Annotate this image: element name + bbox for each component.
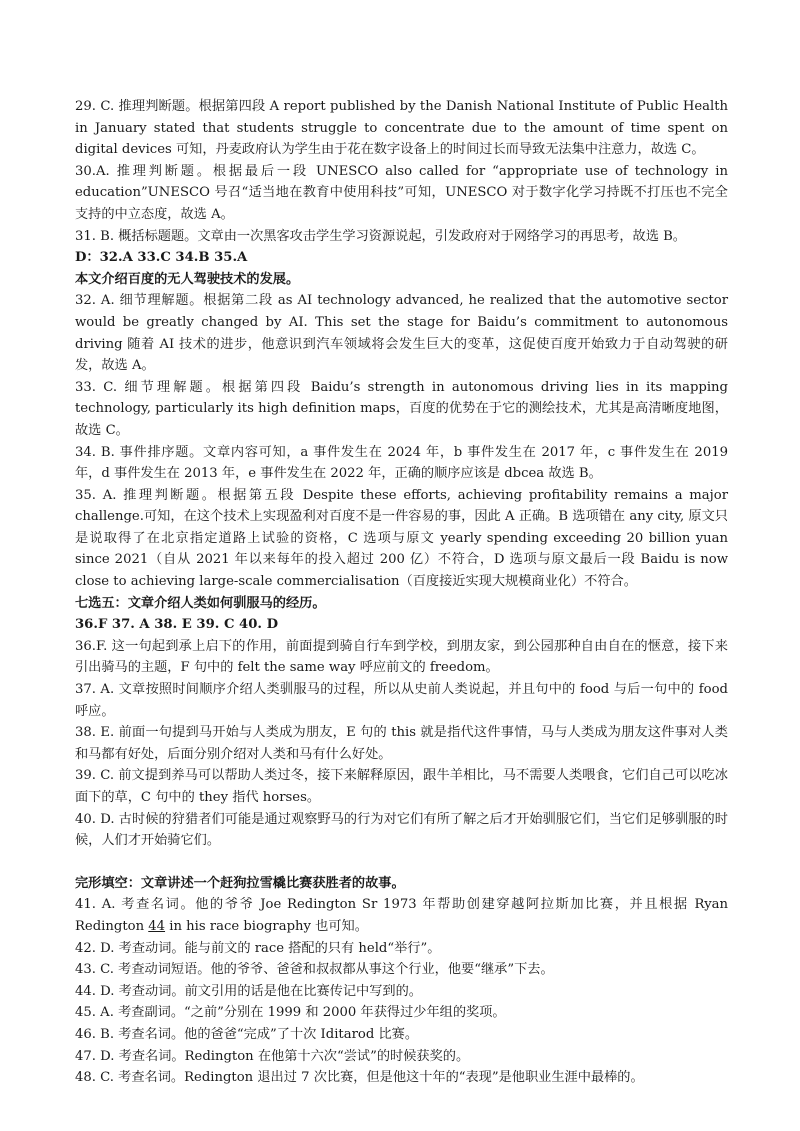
answer-47: 47. D. 考查名词。Redington 在他第十六次“尝试”的时候获奖的。 <box>75 1048 470 1064</box>
answer-37: 37. A. 文章按照时间顺序介绍人类驯服马的过程，所以从史前人类说起，并且句中的 food 与后一句中的 food 呼应。 <box>75 682 728 719</box>
answer-31: 31. B. 概括标题题。文章由一次黑客攻击学生学习资源说起，引发政府对于网络学习的再思考，故选 B。 <box>75 228 686 244</box>
answer-32: 32. A. 细节理解题。根据第二段 as AI technology advanced, he realized that the automotive sector would be greatly changed by AI. This set the stage for Baidu’s commitment to autonomous driving 随着 AI 技术的进步，他意识到汽车领域将会发生巨大的变革，这促使百度开始致力于自动驾驶的研发，故选 A。 <box>75 293 728 374</box>
answer-35: 35. A. 推理判断题。根据第五段 Despite these efforts, achieving profitability remains a major challenge.可知，在这个技术上实现盈利对百度不是一件容易的事，因此 A 正确。B 选项错在 any city, 原文只是说取得了在北京指定道路上试验的资格，C 选项与原文 yearly spending exceeding 20 billion yuan since 2021（自从 2021 年以来每年的投入超过 200 亿）不符合，D 选项与原文最后一段 Baidu is now close to achieving large-scale commercialisation（百度接近实现大规模商业化）不符合。 <box>75 487 728 590</box>
seven-choose-five-answers: 36.F 37. A 38. E 39. C 40. D <box>75 617 279 633</box>
answer-44: 44. D. 考查动词。前文引用的话是他在比赛传记中写到的。 <box>75 983 422 999</box>
answer-46: 46. B. 考查名词。他的爸爸“完成”了十次 Iditarod 比赛。 <box>75 1026 419 1042</box>
section-d-answers: D：32.A 33.C 34.B 35.A <box>75 250 248 266</box>
cloze-intro: 完形填空：文章讲述一个赶狗拉雪橇比赛获胜者的故事。 <box>75 875 405 891</box>
seven-choose-five-intro: 七选五：文章介绍人类如何驯服马的经历。 <box>75 595 326 611</box>
answer-36: 36.F. 这一句起到承上启下的作用，前面提到骑自行车到学校，到朋友家，到公园那种自由自在的惬意，接下来引出骑马的主题，F 句中的 felt the same way 呼应前文的 freedom。 <box>75 638 728 676</box>
answer-33: 33. C. 细节理解题。根据第四段 Baidu’s strength in autonomous driving lies in its mapping technology, particularly its high definition maps，百度的优势在于它的测绘技术，尤其是高清晰度地图，故选 C。 <box>75 379 728 438</box>
answer-48: 48. C. 考查名词。Redington 退出过 7 次比赛，但是他这十年的“表现”是他职业生涯中最棒的。 <box>75 1070 644 1086</box>
answer-41 <box>75 894 728 937</box>
answer-40: 40. D. 古时候的狩猎者们可能是通过观察野马的行为对它们有所了解之后才开始驯服它们，当它们足够驯服的时候，人们才开始骑它们。 <box>75 811 728 849</box>
answer-41-text: 41. A. 考查名词。他的爷爷 Joe Redington Sr 1973 年帮助创建穿越阿拉斯加比赛，并且根据 Ryan Redington <box>75 897 728 934</box>
answer-30: 30.A. 推理判断题。根据最后一段 UNESCO also called for “appropriate use of technology in education”UNESCO 号召“适当地在教育中使用科技”可知，UNESCO 对于数字化学习持既不打压也不完全支持的中立态度，故选 A。 <box>75 163 728 222</box>
answer-43: 43. C. 考查动词短语。他的爷爷、爸爸和叔叔都从事这个行业，他要“继承”下去。 <box>75 962 554 978</box>
answer-29: 29. C. 推理判断题。根据第四段 A report published by the Danish National Institute of Public Health in January stated that students struggle to concentrate due to the amount of time spent on digital devices 可知，丹麦政府认为学生由于花在数字设备上的时间过长而导致无法集中注意力，故选 C。 <box>75 99 728 158</box>
answer-39: 39. C. 前文提到养马可以帮助人类过冬，接下来解释原因，跟牛羊相比，马不需要人类喂食，它们自己可以吃冰面下的草，C 句中的 they 指代 horses。 <box>75 768 728 805</box>
answer-34: 34. B. 事件排序题。文章内容可知，a 事件发生在 2024 年，b 事件发生在 2017 年，c 事件发生在 2019 年，d 事件发生在 2013 年，e 事件发生在 2022 年，正确的顺序应该是 dbcea 故选 B。 <box>75 444 728 482</box>
answer-45: 45. A. 考查副词。“之前”分别在 1999 和 2000 年获得过少年组的奖项。 <box>75 1005 506 1021</box>
answer-42: 42. D. 考查动词。能与前文的 race 搭配的只有 held“举行”。 <box>75 940 441 956</box>
answer-41-blank: 44 <box>148 918 166 934</box>
answer-41-text-end: in his race biography 也可知。 <box>165 918 368 934</box>
answer-38: 38. E. 前面一句提到马开始与人类成为朋友，E 句的 this 就是指代这件事情，马与人类成为朋友这件事对人类和马都有好处，后面分别介绍对人类和马有什么好处。 <box>75 725 728 762</box>
section-d-intro: 本文介绍百度的无人驾驶技术的发展。 <box>75 271 300 287</box>
